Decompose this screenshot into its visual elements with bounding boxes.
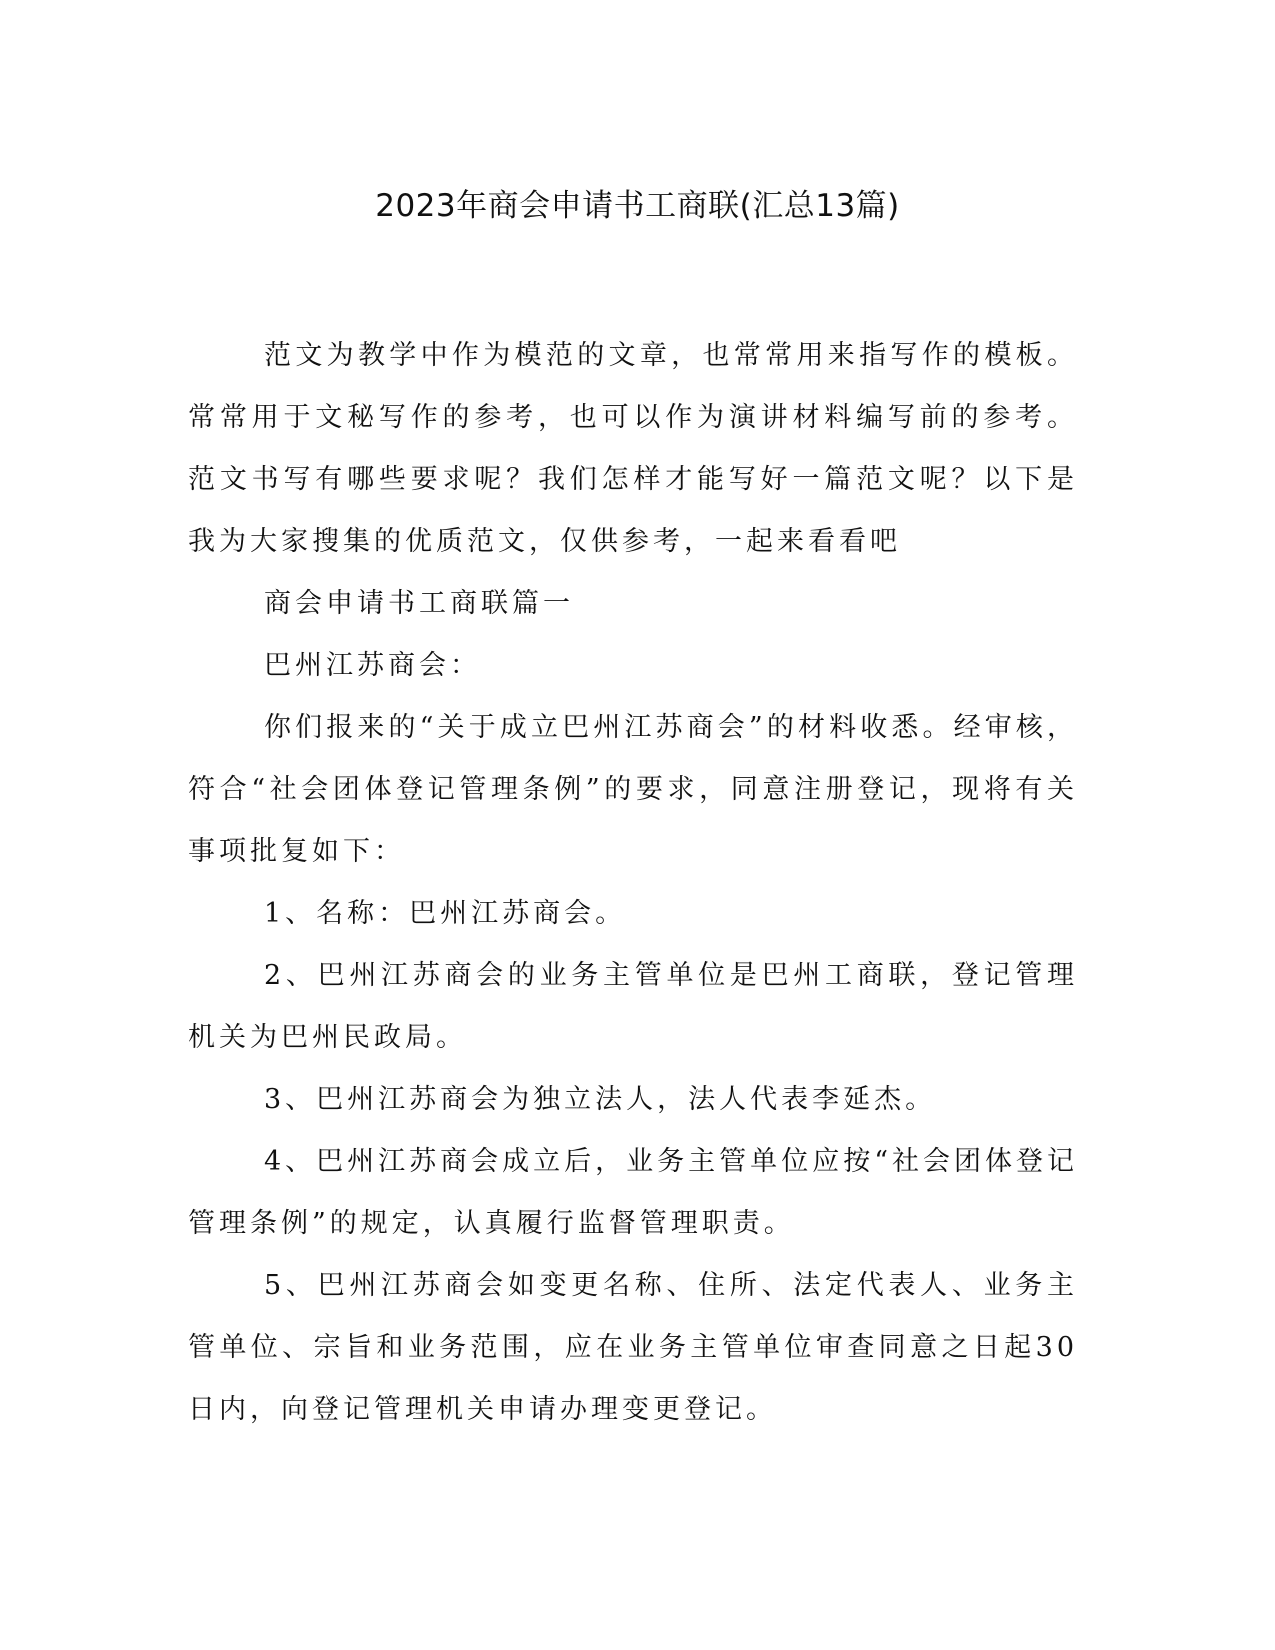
list-item-4: 4、巴州江苏商会成立后，业务主管单位应按“社会团体登记管理条例”的规定，认真履行监督管理职责。	[188, 1146, 1078, 1239]
list-item-1: 1、名称：巴州江苏商会。	[264, 898, 627, 929]
salutation: 巴州江苏商会：	[264, 650, 481, 681]
list-item-5: 5、巴州江苏商会如变更名称、住所、法定代表人、业务主管单位、宗旨和业务范围，应在业务主管单位审查同意之日起30日内，向登记管理机关申请办理变更登记。	[188, 1270, 1078, 1425]
document-body	[188, 325, 1078, 1441]
list-item-2: 2、巴州江苏商会的业务主管单位是巴州工商联，登记管理机关为巴州民政局。	[188, 960, 1078, 1053]
intro-paragraph: 范文为教学中作为模范的文章，也常常用来指写作的模板。常常用于文秘写作的参考，也可以作为演讲材料编写前的参考。范文书写有哪些要求呢？我们怎样才能写好一篇范文呢？以下是我为大家搜集的优质范文，仅供参考，一起来看看吧	[188, 340, 1078, 557]
list-item-3: 3、巴州江苏商会为独立法人，法人代表李延杰。	[264, 1084, 937, 1115]
section-heading: 商会申请书工商联篇一	[264, 588, 574, 619]
document-title: 2023年商会申请书工商联(汇总13篇)	[375, 188, 900, 224]
body-paragraph: 你们报来的“关于成立巴州江苏商会”的材料收悉。经审核，符合“社会团体登记管理条例”的要求，同意注册登记，现将有关事项批复如下：	[188, 712, 1078, 867]
